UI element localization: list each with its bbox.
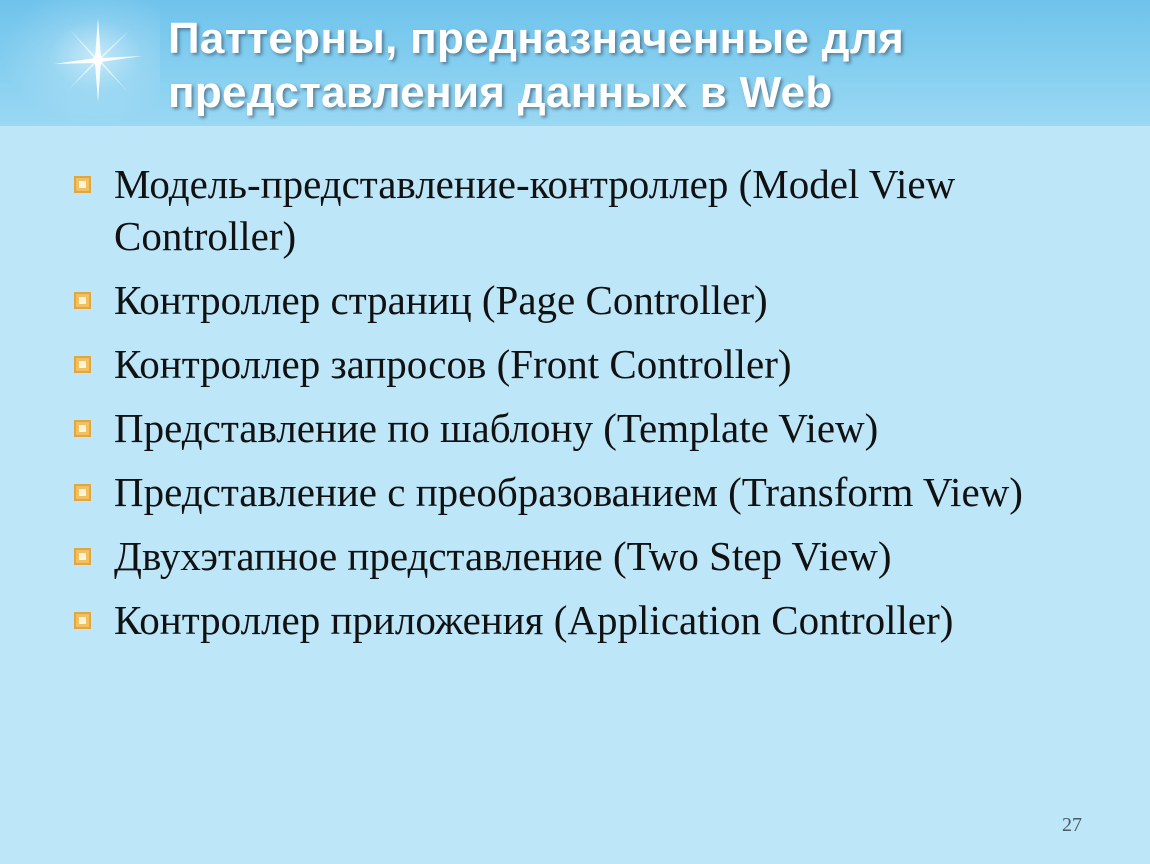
list-item bbox=[72, 338, 1072, 390]
sparkle-star-icon bbox=[48, 10, 148, 110]
list-item bbox=[72, 402, 1072, 454]
list-item-text: Представление с преобразованием (Transform View) bbox=[114, 469, 1023, 515]
list-item-text: Контроллер приложения (Application Controller) bbox=[114, 597, 954, 643]
list-item bbox=[72, 594, 1072, 646]
list-item-text: Представление по шаблону (Template View) bbox=[114, 405, 879, 451]
list-item-text: Контроллер страниц (Page Controller) bbox=[114, 277, 768, 323]
square-bullet-icon bbox=[74, 420, 91, 437]
square-bullet-icon bbox=[74, 612, 91, 629]
page-number: 27 bbox=[1062, 814, 1082, 836]
list-item-text: Двухэтапное представление (Two Step View) bbox=[114, 533, 892, 579]
list-item bbox=[72, 274, 1072, 326]
title-banner bbox=[0, 0, 1150, 126]
square-bullet-icon bbox=[74, 292, 91, 309]
list-item bbox=[72, 158, 1072, 262]
slide-title: Паттерны, предназначенные для представления данных в Web bbox=[168, 14, 905, 117]
square-bullet-icon bbox=[74, 548, 91, 565]
list-item bbox=[72, 466, 1072, 518]
list-item bbox=[72, 530, 1072, 582]
square-bullet-icon bbox=[74, 484, 91, 501]
square-bullet-icon bbox=[74, 176, 91, 193]
square-bullet-icon bbox=[74, 356, 91, 373]
list-item-text: Модель-представление-контроллер (Model View Controller) bbox=[114, 161, 956, 259]
bullet-list bbox=[72, 158, 1072, 658]
list-item-text: Контроллер запросов (Front Controller) bbox=[114, 341, 792, 387]
